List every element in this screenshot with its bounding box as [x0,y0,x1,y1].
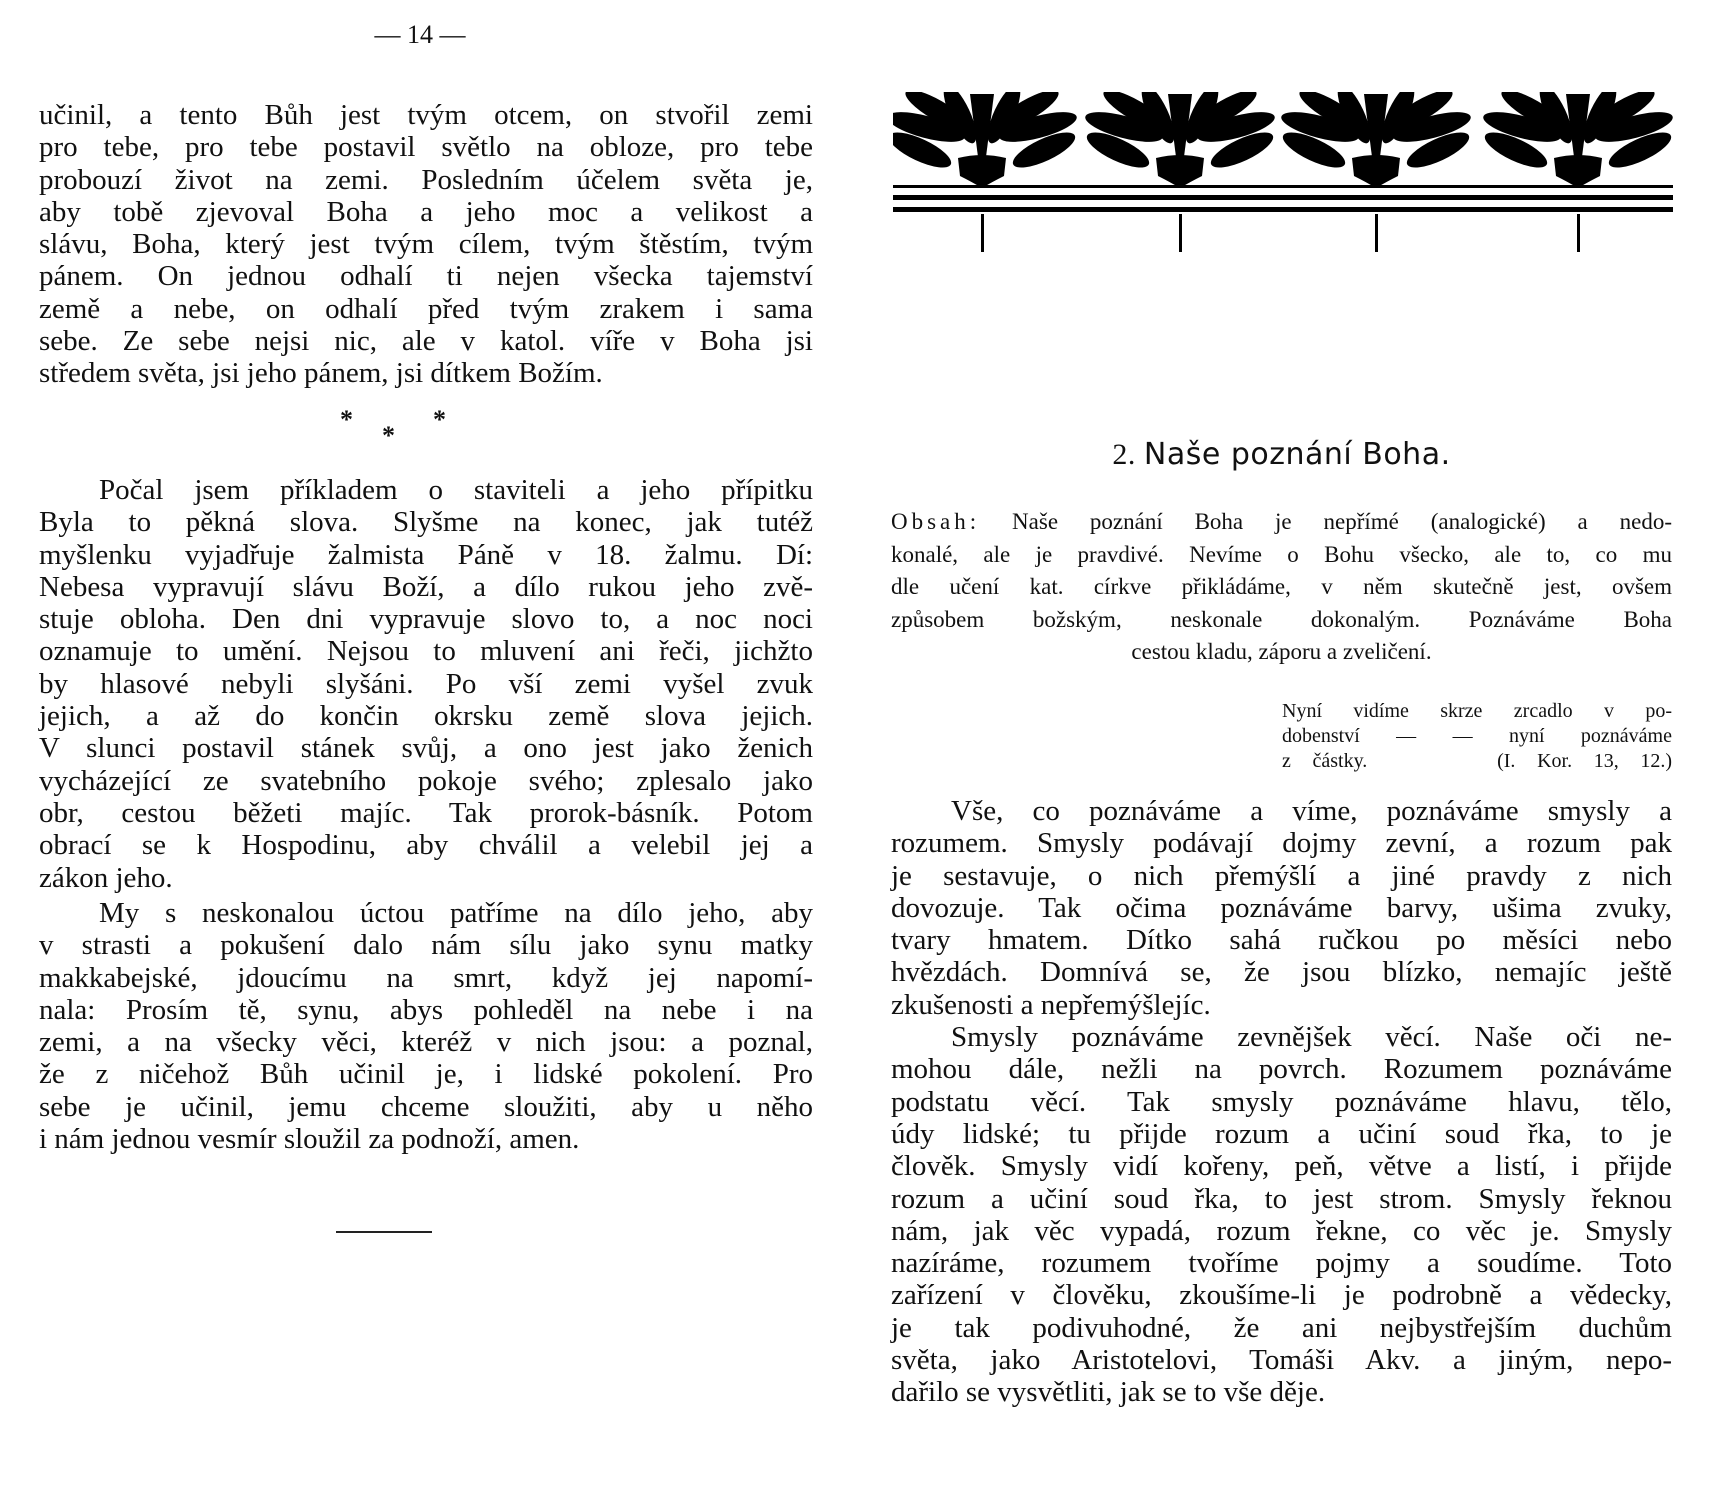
text-line: zařízení v člověku, zkoušíme-li je podrobně a vědecky, [891,1279,1672,1312]
text-line: tvary hmatem. Dítko sahá ručkou po měsíci nebo [891,924,1672,957]
text-line: rozumem. Smysly podávají dojmy zevní, a rozum pak [891,827,1672,860]
text-line: středem světa, jsi jeho pánem, jsi dítkem Božím. [39,357,603,390]
text-line: sebe. Ze sebe nejsi nic, ale v katol. víře v Boha jsi [39,325,813,358]
asterisk: * [382,421,395,450]
left-paragraph-3 [39,897,813,1155]
text-line: jejich, a až do končin okrsku země slova jejich. [39,700,813,733]
tick-line [1375,214,1378,252]
text-line: rozum a učiní soud řka, to jest strom. Smysly řeknou [891,1182,1672,1215]
text-line: aby tobě zjevoval Boha a jeho moc a velikost a [39,195,813,228]
left-paragraph-1 [39,99,813,390]
palmette-ornament-header [893,92,1673,257]
text-line: obr, cestou běžeti majíc. Tak prorok-básník. Potom [39,796,813,829]
text-line: V slunci postavil stánek svůj, a ono jest jako ženich [39,732,813,765]
text-line: je sestavuje, o nich přemýšlí a jiné pravdy z nich [891,859,1672,892]
text-line: by hlasové nebyli slyšáni. Po vší zemi vyšel zvuk [39,667,813,700]
text-line: je tak podivuhodné, že ani nejbystřejším duchům [891,1311,1672,1344]
text-line: pánem. On jednou odhalí ti nejen všecka tajemství [39,260,813,293]
text-line: Nebesa vypravují slávu Boží, a dílo rukou jeho zvě- [39,570,813,603]
palmette-icon [893,92,1079,188]
text-line: pro tebe, pro tebe postavil světlo na obloze, pro tebe [39,131,813,164]
text-line: nazíráme, rozumem tvoříme pojmy a soudíme. Toto [891,1247,1672,1280]
text-line: země a nebe, on odhalí před tvým zrakem i sama [39,292,813,325]
chapter-title: Naše poznání Boha. [1143,437,1451,472]
summary-line: konalé, ale je pravdivé. Nevíme o Bohu všecko, ale to, co mu [891,541,1672,567]
summary-text: Naše poznání Boha je nepřímé (analogické) a nedo- [980,509,1672,534]
tick-line [981,214,984,252]
text-line: v strasti a pokušení dalo nám sílu jako synu matky [39,929,813,962]
left-paragraph-2 [39,474,813,894]
section-asterisks [340,405,490,450]
text-line: mohou dále, nežli na povrch. Rozumem poznáváme [891,1053,1672,1086]
end-rule [336,1231,432,1233]
summary-line: cestou kladu, záporu a zveličení. [1131,639,1432,664]
text-line: dařilo se vysvětliti, jak se to vše děje. [891,1376,1326,1409]
text-line: že z ničehož Bůh učinil je, i lidské pokolení. Pro [39,1058,813,1091]
text-line: Počal jsem příkladem o staviteli a jeho přípitku [99,474,813,506]
palmette-icon [1279,92,1474,188]
quote-line: Nyní vidíme skrze zrcadlo v po- [1282,700,1672,722]
asterisk: * [433,405,446,434]
chapter-number: 2. [1112,438,1136,471]
text-line: stuje obloha. Den dni vypravuje slovo to, a noc noci [39,603,813,636]
text-line: nala: Prosím tě, synu, abys pohleděl na nebe i na [39,993,813,1026]
text-line: slávu, Boha, který jest tvým cílem, tvým štěstím, tvým [39,228,813,261]
chapter-heading [891,437,1672,472]
palmette-icon [1481,92,1673,188]
text-line: Vše, co poznáváme a víme, poznáváme smysly a [951,795,1672,827]
summary-line [891,506,1672,539]
text-line: obrací se k Hospodinu, aby chválil a velebil jej a [39,829,813,862]
text-line: světa, jako Aristotelovi, Tomáši Akv. a jiným, nepo- [891,1344,1672,1377]
summary-label: Obsah: [891,509,981,534]
text-line: dovozuje. Tak očima poznáváme barvy, ušima zvuky, [891,891,1672,924]
right-body-text [891,795,1672,1409]
text-line: zákon jeho. [39,861,173,894]
rule-line [893,207,1673,212]
text-line: podstatu věcí. Tak smysly poznáváme hlavu, tělo, [891,1085,1672,1118]
text-line: hvězdách. Domnívá se, že jsou blízko, nemajíc ještě [891,956,1672,989]
text-line: zemi, a na všecky věci, kteréž v nich jsou: a poznal, [39,1026,813,1059]
text-line: probouzí život na zemi. Posledním účelem světa je, [39,163,813,196]
summary-line: dle učení kat. církve přikládáme, v něm skutečně jest, ovšem [891,574,1672,599]
text-line: makkabejské, jdoucímu na smrt, když jej napomí- [39,961,813,994]
summary-line: způsobem božským, neskonale dokonalým. Poznáváme Boha [891,606,1672,632]
text-line: oznamuje to umění. Nejsou to mluvení ani řeči, jichžto [39,635,813,668]
text-line: i nám jednou vesmír sloužil za podnoží, amen. [39,1123,580,1156]
rule-line [893,195,1673,200]
rule-line [893,185,1673,188]
text-line: údy lidské; tu přijde rozum a učiní soud řka, to je [891,1117,1672,1150]
text-line: myšlenku vyjadřuje žalmista Páně v 18. žalmu. Dí: [39,538,813,571]
text-line: Byla to pěkná slova. Slyšme na konec, jak tutéž [39,506,813,539]
text-line: nám, jak věc vypadá, rozum řekne, co věc je. Smysly [891,1214,1672,1247]
text-line: My s neskonalou úctou patříme na dílo jeho, aby [99,897,813,929]
quote-line: z částky. (I. Kor. 13, 12.) [1282,750,1672,772]
page-number: — 14 — [374,20,466,49]
text-line: sebe je učinil, jemu chceme sloužiti, aby u něho [39,1090,813,1123]
quote-line: dobenství — — nyní poznáváme [1282,725,1672,747]
palmette-icon [1083,92,1278,188]
epigraph-quote [1282,699,1672,774]
text-line: učinil, a tento Bůh jest tvým otcem, on stvořil zemi [39,99,813,131]
text-line: zkušenosti a nepřemýšlejíc. [891,988,1211,1021]
tick-line [1577,214,1580,252]
chapter-summary [891,506,1672,669]
text-line: Smysly poznáváme zevnějšek věcí. Naše oči ne- [951,1021,1672,1054]
tick-line [1179,214,1182,252]
asterisk: * [340,405,353,434]
text-line: vycházející ze svatebního pokoje svého; zplesalo jako [39,764,813,797]
text-line: člověk. Smysly vidí kořeny, peň, větve a listí, i přijde [891,1150,1672,1183]
